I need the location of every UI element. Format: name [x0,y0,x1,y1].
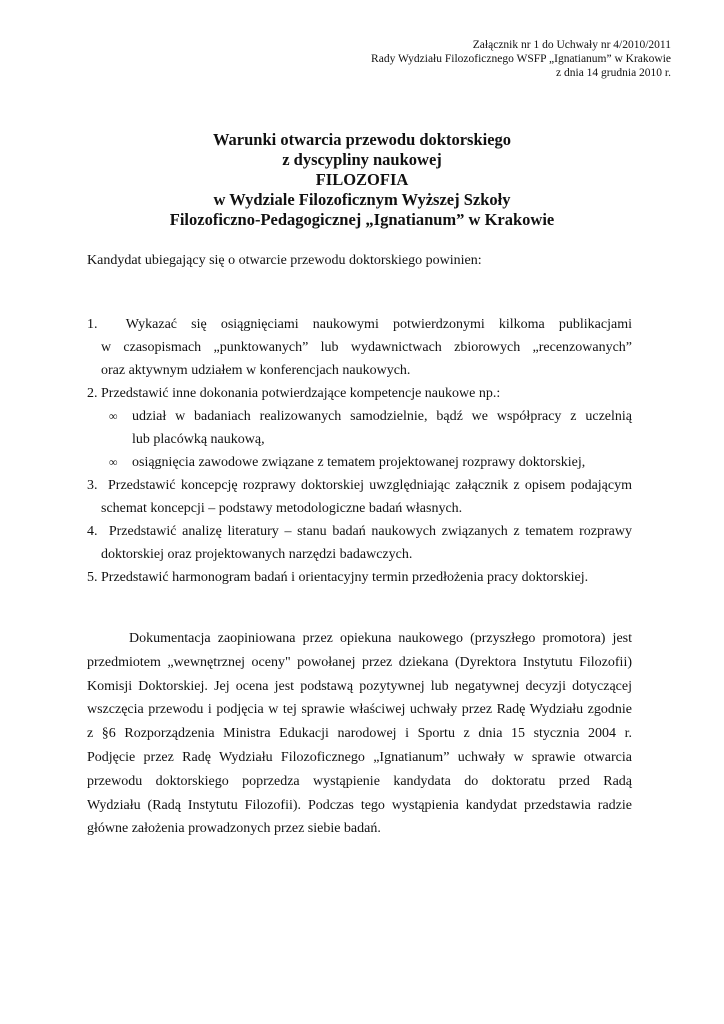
requirement-line [87,382,632,405]
item-text: doktorskiej oraz projektowanych narzędzi badawczych. [101,547,413,562]
paragraph-line: Komisji Doktorskiej. Jej ocena jest podstawą pozytywnej lub negatywnej decyzji dotyczącej [87,678,632,694]
item-number: 3. [87,478,98,493]
item-number: 5. [87,570,98,585]
infinity-bullet-icon: ∞ [109,455,118,469]
title-line: w Wydziale Filozoficznym Wyższej Szkoły [213,190,511,209]
bullet-item [87,451,632,474]
requirement-item-5 [87,566,632,589]
bullet-item-continuation [87,428,632,451]
item-text: oraz aktywnym udziałem w konferencjach naukowych. [101,363,411,378]
header-line: Rady Wydziału Filozoficznego WSFP „Ignatianum” w Krakowie [371,53,671,65]
requirement-line [87,474,632,497]
header-line: z dnia 14 grudnia 2010 r. [556,67,671,79]
documentation-paragraph [87,627,632,841]
infinity-bullet-icon: ∞ [109,409,118,423]
intro-text: Kandydat ubiegający się o otwarcie przewodu doktorskiego powinien: [87,253,482,268]
requirement-item-3 [87,474,632,520]
item-text: Przedstawić harmonogram badań i orientacyjny termin przedłożenia pracy doktorskiej. [101,570,589,585]
requirement-item-4 [87,520,632,566]
item-number: 1. [87,317,98,332]
item-number: 2. [87,386,98,401]
requirement-line [87,566,632,589]
paragraph-line: Podjęcie przez Radę Wydziału Filozoficznego „Ignatianum” uchwały w sprawie otwarcia [87,749,632,765]
item-text: schemat koncepcji – podstawy metodologiczne badań własnych. [101,501,463,516]
requirement-line [87,313,632,336]
requirements-list [87,313,632,589]
document-title [0,130,724,230]
header-line: Załącznik nr 1 do Uchwały nr 4/2010/2011 [472,39,671,51]
paragraph-line: przedmiotem „wewnętrznej oceny" powołanej przez dziekana (Dyrektora Instytutu Filozofii) [87,654,632,670]
paragraph-line: przewodu doktorskiego poprzedza wystąpienie kandydata do doktoratu przed Radą [87,773,632,789]
item-text: Przedstawić koncepcję rozprawy doktorskiej uwzględniając załącznik z opisem podającym [108,478,633,493]
item-text: w czasopismach „punktowanych” lub wydawnictwach zbiorowych „recenzowanych” [101,340,632,355]
paragraph-line: Dokumentacja zaopiniowana przez opiekuna naukowego (przyszłego promotora) jest [129,631,632,646]
requirement-item-2 [87,382,632,474]
title-line: z dyscypliny naukowej [282,150,442,169]
title-line: Filozoficzno-Pedagogicznej „Ignatianum” w Krakowie [169,210,555,229]
requirement-line [87,520,632,543]
title-line: Warunki otwarcia przewodu doktorskiego [212,130,512,149]
attachment-header [371,38,671,80]
title-line: FILOZOFIA [315,170,409,189]
paragraph-line: główne założenia prowadzonych przez siebie badań. [87,821,381,837]
bullet-item [87,405,632,428]
requirement-item-1 [87,313,632,382]
paragraph-line: wszczęcia przewodu i podjęcia w tej sprawie właściwej uchwały przez Radę Wydziału zgodnie [87,702,632,718]
item-text: Wykazać się osiągnięciami naukowymi potwierdzonymi kilkoma publikacjami [125,317,632,332]
bullet-text: osiągnięcia zawodowe związane z tematem projektowanej rozprawy doktorskiej, [132,455,586,470]
bullet-text: udział w badaniach realizowanych samodzielnie, bądź we współpracy z uczelnią [132,409,632,424]
item-number: 4. [87,524,98,539]
paragraph-line: Wydziału (Radą Instytutu Filozofii). Podczas tego wystąpienia kandydat przedstawia radzie [87,797,632,813]
item-text: Przedstawić analizę literatury – stanu badań naukowych związanych z tematem rozprawy [108,524,632,539]
paragraph-line: z §6 Rozporządzenia Ministra Edukacji narodowej i Sportu z dnia 15 stycznia 2004 r. [87,726,632,742]
item-text: Przedstawić inne dokonania potwierdzające kompetencje naukowe np.: [101,386,501,401]
bullet-text: lub placówką naukową, [132,432,265,447]
